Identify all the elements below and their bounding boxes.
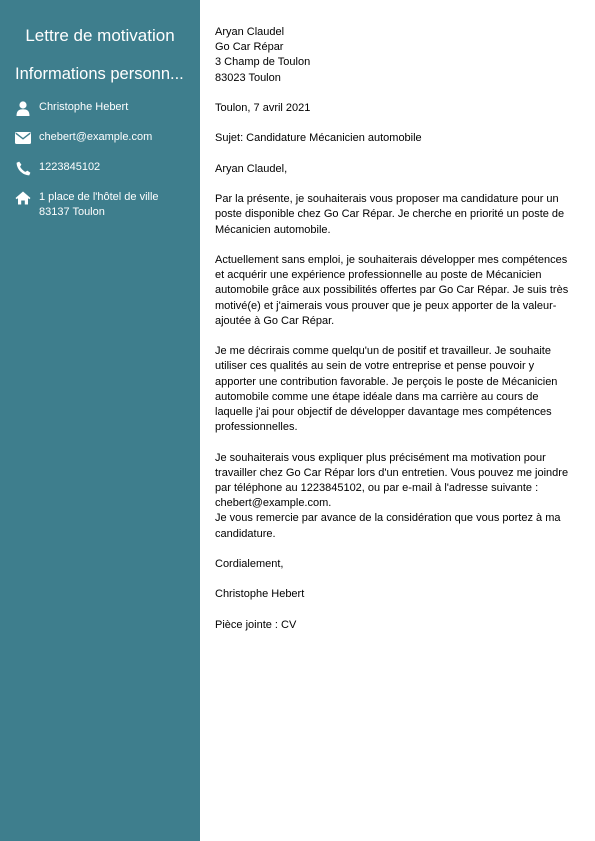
phone-row	[15, 160, 195, 176]
contact-block	[215, 451, 575, 542]
person-name: Christophe Hebert	[39, 101, 129, 113]
signature: Christophe Hebert	[215, 588, 305, 601]
home-icon	[15, 190, 31, 206]
name-row	[15, 100, 195, 116]
address-line-2: 83137 Toulon	[39, 206, 105, 218]
closing: Cordialement,	[215, 557, 284, 570]
phone-text: 1223845102	[39, 161, 101, 173]
address-line-1: 1 place de l'hôtel de ville	[39, 191, 159, 203]
place-date: Toulon, 7 avril 2021	[215, 102, 311, 114]
phone-icon	[15, 160, 31, 176]
paragraph-contact: Je souhaiterais vous expliquer plus précisément ma motivation pour travailler chez Go Car Répar lors d'un entretien. Vous pouvez me joindre par téléphone au 1223845102, ou par e-mail à l'adresse suivante : chebert@example.com.	[215, 451, 572, 510]
email-text: chebert@example.com	[39, 131, 153, 143]
sidebar-title: Lettre de motivation	[25, 26, 175, 45]
address-text	[39, 190, 159, 220]
letter-body	[215, 25, 575, 648]
address-row	[15, 190, 195, 220]
paragraph-qualities: Je me décrirais comme quelqu'un de positif et travailleur. Je souhaite utiliser ces qualités au sein de votre entreprise et pense pouvoir y apporter une contribution favorable. Je perçois le poste de Mécanicien automobile comme une étape idéale dans ma carrière au cours de laquelle j'ai pour objectif de développer davantage mes compétences professionnelles.	[215, 345, 561, 434]
attachment-note: Pièce jointe : CV	[215, 618, 297, 631]
envelope-icon	[15, 130, 31, 146]
subject-line: Sujet: Candidature Mécanicien automobile	[215, 132, 422, 145]
sidebar	[0, 0, 200, 841]
paragraph-thanks: Je vous remercie par avance de la considération que vous portez à ma candidature.	[215, 512, 564, 540]
personal-info-heading: Informations personn...	[15, 65, 184, 83]
paragraph-intro: Par la présente, je souhaiterais vous proposer ma candidature pour un poste disponible chez Go Car Répar. Je cherche en priorité un poste de Mécanicien automobile.	[215, 193, 568, 236]
recipient-name: Aryan Claudel	[215, 26, 285, 38]
recipient-city: 83023 Toulon	[215, 71, 281, 84]
recipient-company: Go Car Répar	[215, 41, 284, 54]
paragraph-motivation: Actuellement sans emploi, je souhaiterais développer mes compétences et acquérir une expérience professionnelle au poste de Mécanicien automobile grâce aux possibilités offertes par Go Car Répar. Je suis très motivé(e) et j'aimerais vous prouver que je peux apporter de la valeur-ajoutée à Go Car Répar.	[215, 253, 572, 327]
salutation: Aryan Claudel,	[215, 162, 288, 175]
user-icon	[15, 100, 31, 116]
recipient-street: 3 Champ de Toulon	[215, 56, 311, 69]
recipient-block	[215, 25, 575, 86]
email-row	[15, 130, 195, 146]
